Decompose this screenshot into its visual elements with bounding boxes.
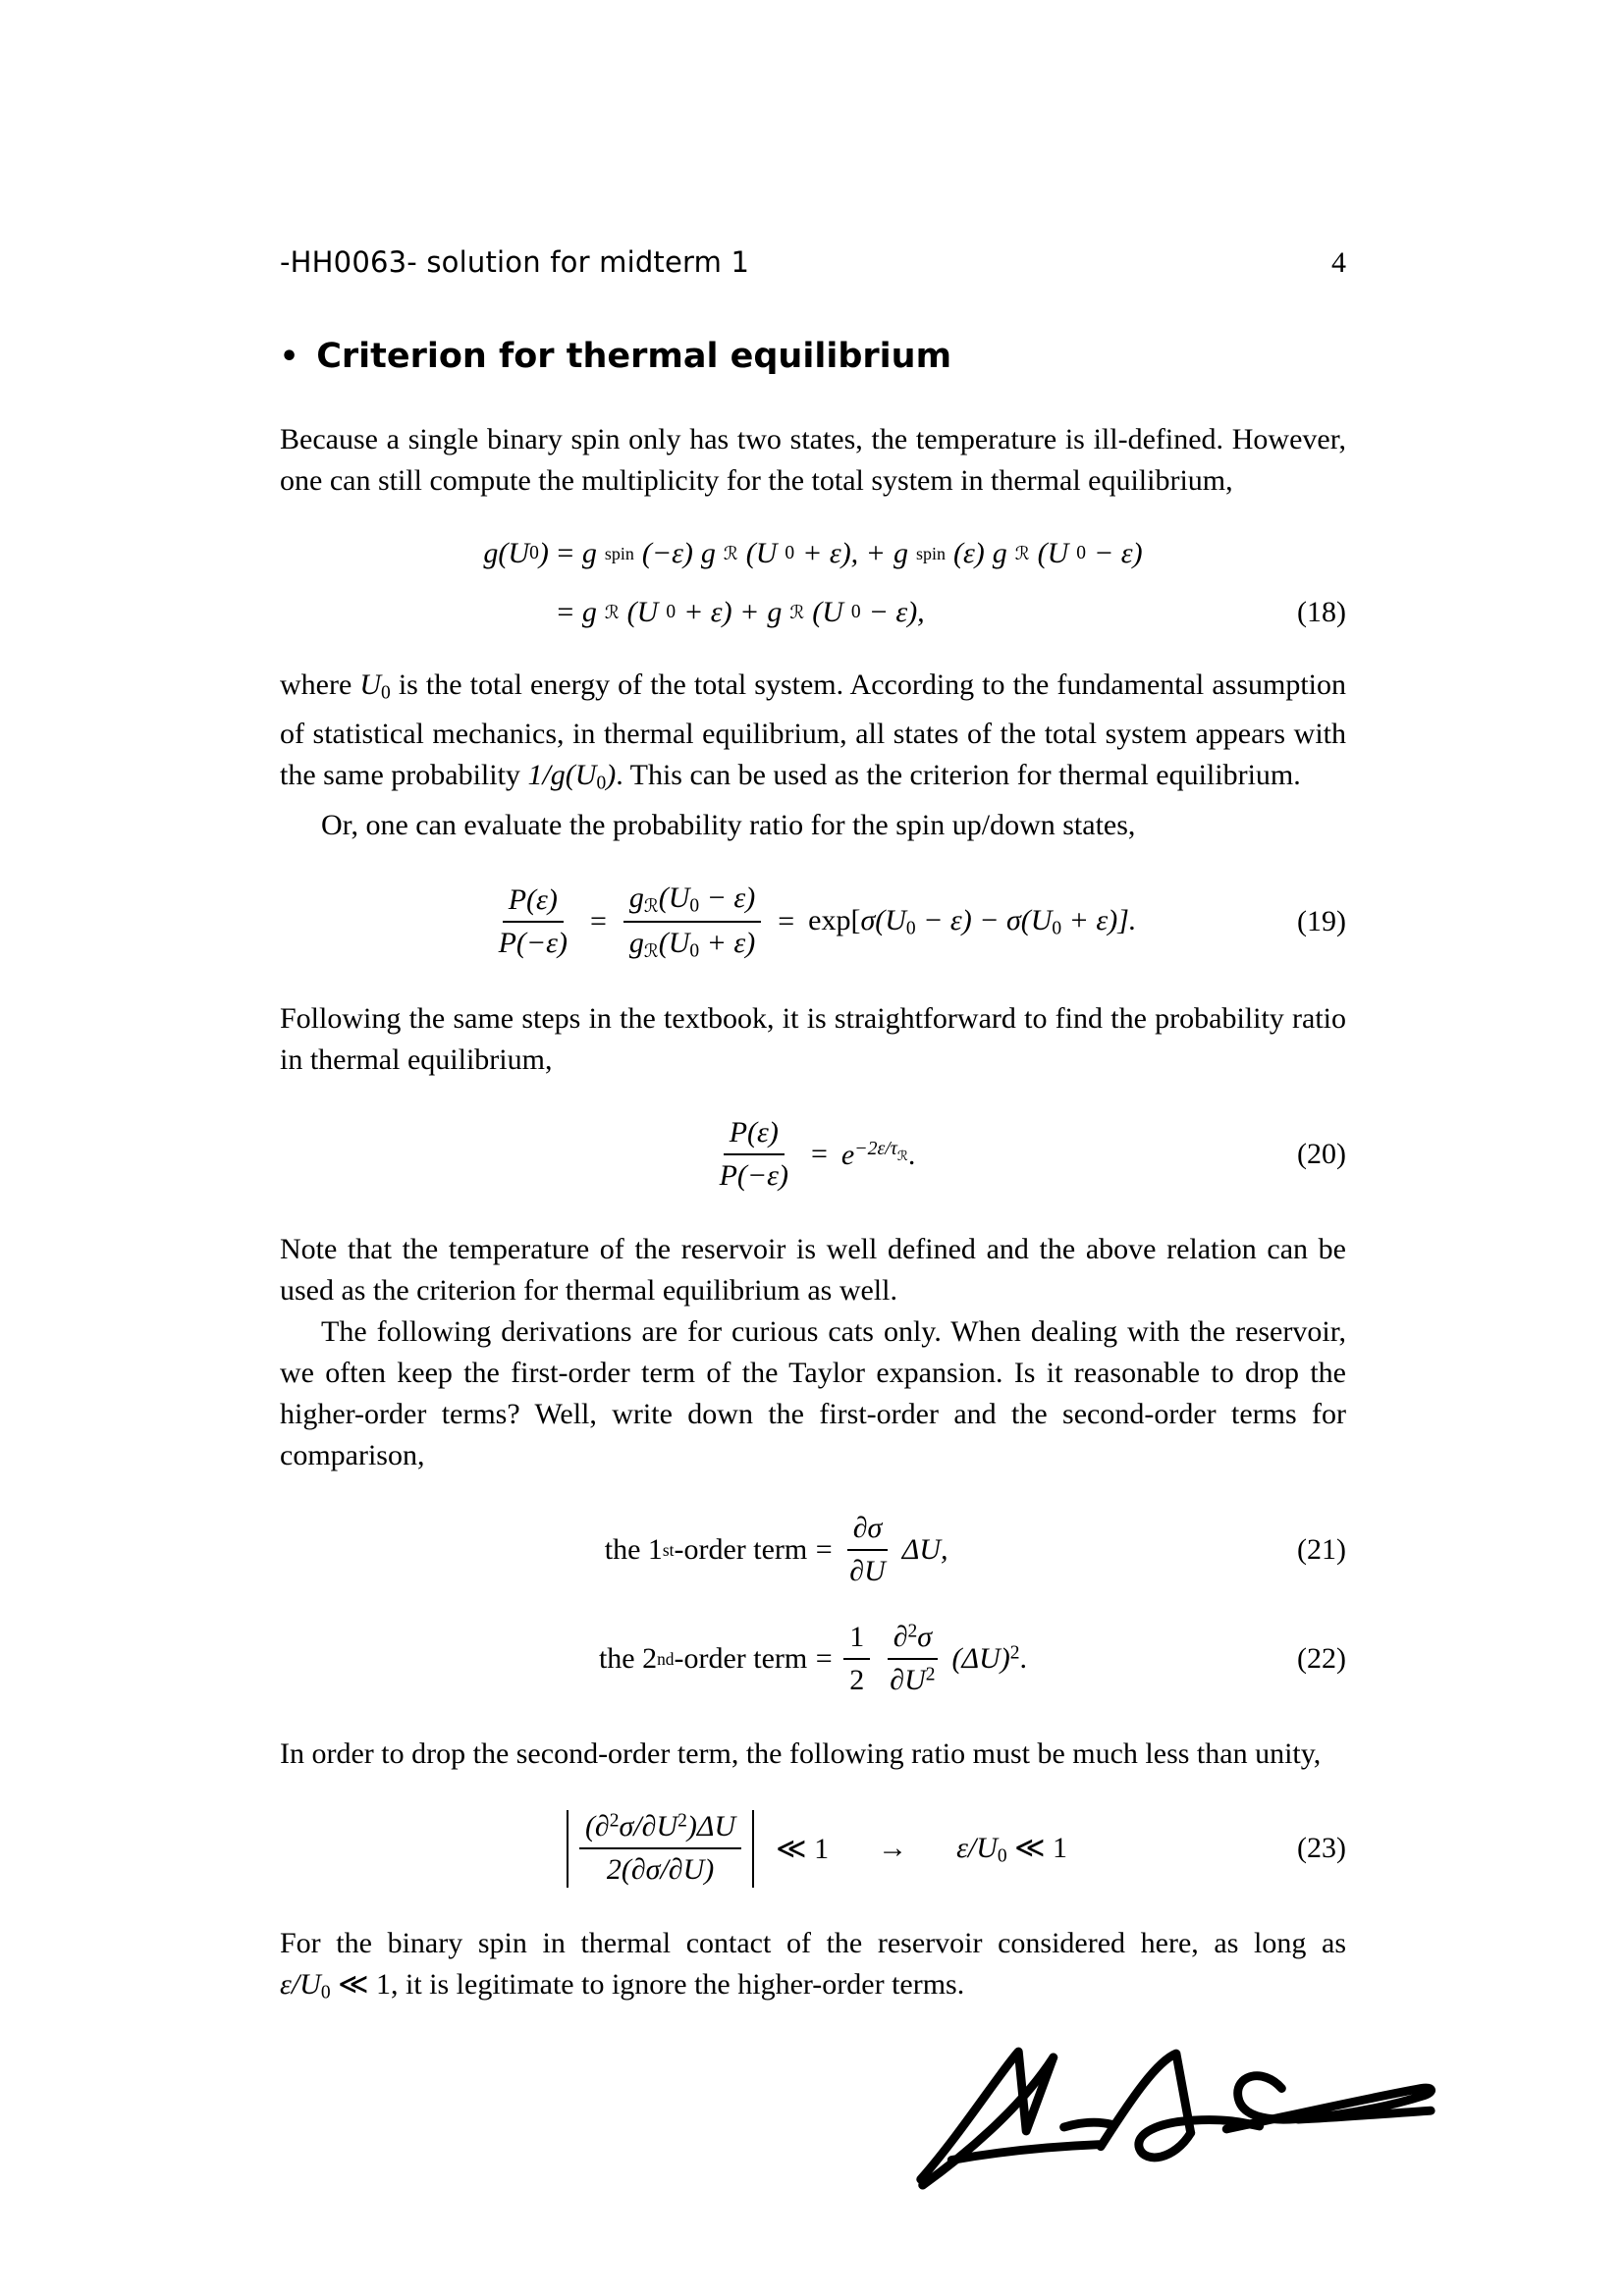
eq23-label: (23) — [1297, 1832, 1346, 1865]
eq19-body — [490, 881, 1137, 963]
page-content — [280, 245, 1346, 2013]
eq22-f2-numerator: ∂$^2$σ — [888, 1621, 938, 1661]
eq19-label: (19) — [1297, 905, 1346, 938]
signature-icon — [901, 2030, 1443, 2218]
eq23-much-less: ≪ 1 — [776, 1832, 830, 1865]
eq20-equals: = — [810, 1138, 828, 1171]
eq23-rhs: ε/U0 ≪ 1 — [956, 1831, 1068, 1867]
abs-bar-right — [752, 1810, 754, 1888]
equation-18 — [280, 537, 1346, 629]
eq18-equals-1: = — [557, 537, 574, 569]
eq20-rhs: $e^{-2\varepsilon/\tau}ℛ$. — [840, 1138, 916, 1171]
paragraph-4: Following the same steps in the textbook, it is straightforward to find the probability ratio in thermal equilibrium, — [280, 1001, 1346, 1076]
inline-math-eps-ratio: ε/U0 ≪ 1 — [280, 1967, 391, 2003]
eq20-fraction — [714, 1116, 794, 1194]
eq20-body — [711, 1116, 916, 1194]
p2-text-a: where — [280, 668, 360, 701]
eq21-numerator: ∂σ — [847, 1512, 889, 1552]
eq22-fraction-half — [843, 1621, 870, 1698]
eq22-label: (22) — [1297, 1642, 1346, 1676]
arrow-icon: → — [878, 1832, 908, 1865]
paragraph-8 — [280, 1923, 1346, 2013]
eq19-f1-numerator: P(ε) — [503, 883, 564, 924]
signature-stroke — [1226, 2088, 1431, 2129]
eq19-equals-1: = — [589, 905, 607, 938]
eq19-fraction-1 — [493, 883, 573, 961]
eq23-fraction — [579, 1810, 741, 1888]
eq22-f1-numerator: 1 — [843, 1621, 870, 1661]
eq19-f2-denominator: gℛ(U0 + ε) — [628, 927, 756, 963]
eq19-fraction-2 — [623, 881, 761, 963]
p2-text-b: is the total energy of the total system. According to the fundamental assumption of statistical mechanics, in thermal equilibrium, all states of the total system appears with the same probability — [280, 668, 1346, 792]
page-header — [280, 245, 1346, 280]
signature-stroke — [1064, 2122, 1114, 2127]
eq18-label: (18) — [1297, 596, 1346, 628]
paragraph-7: In order to drop the second-order term, the following ratio must be much less than unity, — [280, 1736, 1322, 1770]
paragraph-3: Or, one can evaluate the probability ratio for the spin up/down states, — [321, 808, 1136, 841]
eq23-body — [559, 1810, 1067, 1888]
eq22-equals: = — [815, 1642, 833, 1676]
paragraph-5: Note that the temperature of the reservoir is well defined and the above relation can be used as the criterion for thermal equilibrium as well. — [280, 1232, 1346, 1307]
eq23-abs-value-group — [559, 1810, 762, 1888]
page-number: 4 — [1331, 246, 1346, 279]
paragraph-6: The following derivations are for curious cats only. When dealing with the reservoir, we often keep the first-order term of the Taylor expansion. Is it reasonable to drop the higher-order terms? Well, write down the first-order and the second-order terms for comparison, — [280, 1314, 1346, 1471]
eq18-rhs-line2: g ℛ (U 0 + ε) + g ℛ (U 0 − ε), — [581, 596, 925, 628]
signature-stroke — [921, 2052, 1054, 2179]
eq21-label: (21) — [1297, 1533, 1346, 1567]
eq22-fraction-deriv — [884, 1621, 941, 1698]
bullet-icon: • — [280, 339, 299, 374]
eq22-tail: $(\Delta U)^2$. — [951, 1642, 1028, 1676]
section-heading — [280, 337, 1346, 376]
inline-math-u0: U0 — [359, 668, 391, 704]
eq22-rhs — [840, 1621, 1027, 1698]
eq21-fraction — [843, 1512, 892, 1589]
equation-23 — [280, 1810, 1346, 1888]
p8-text-a: For the binary spin in thermal contact of the reservoir considered here, as long as — [280, 1926, 1346, 1959]
eq18-rhs-line1: g spin (−ε) g ℛ (U 0 + ε), + g spin (ε) g ℛ (U 0 − ε) — [581, 537, 1143, 569]
p2-text-c: . This can be used as the criterion for thermal equilibrium. — [616, 759, 1301, 792]
p8-text-c: , it is legitimate to ignore the higher-order terms. — [390, 1967, 965, 2001]
inline-math-probability: 1/g(U0) — [527, 759, 617, 794]
eq19-f2-numerator: gℛ(U0 − ε) — [623, 881, 761, 924]
eq21-equals: = — [815, 1533, 833, 1567]
eq18-lhs: g(U 0 ) — [483, 537, 549, 569]
eq18-equals-2: = — [557, 596, 574, 628]
eq21-denominator: ∂U — [849, 1555, 886, 1588]
eq20-label: (20) — [1297, 1138, 1346, 1171]
eq19-rhs: exp[σ(U0 − ε) − σ(U0 + ε)]. — [808, 904, 1137, 939]
section-title: Criterion for thermal equilibrium — [316, 337, 952, 376]
paragraph-2 — [280, 665, 1346, 805]
equations-21-22 — [280, 1512, 1346, 1698]
eq21-rhs — [840, 1512, 947, 1589]
eq23-numerator: $(\partial^2\sigma/\partial U^2)\Delta U$ — [579, 1810, 741, 1850]
equation-19 — [280, 881, 1346, 963]
equation-20 — [280, 1116, 1346, 1194]
abs-bar-left — [567, 1810, 568, 1888]
eq21-tail: ΔU, — [901, 1533, 948, 1567]
eq22-f1-denominator: 2 — [849, 1664, 865, 1697]
paragraph-1: Because a single binary spin only has two states, the temperature is ill-defined. However, one can still compute the multiplicity for the total system in thermal equilibrium, — [280, 423, 1346, 497]
eq22-f2-denominator: $\partial U^2$ — [890, 1664, 936, 1697]
eq20-denominator: P(−ε) — [719, 1159, 788, 1193]
eq19-equals-2: = — [778, 905, 795, 938]
eq22-lhs: the 2 nd -order term — [598, 1642, 808, 1676]
running-title: -HH0063- solution for midterm 1 — [280, 245, 750, 279]
eq19-f1-denominator: P(−ε) — [498, 927, 568, 960]
eq20-numerator: P(ε) — [724, 1116, 785, 1156]
eq23-denominator: 2(∂σ/∂U) — [606, 1853, 715, 1887]
eq21-lhs: the 1 st -order term — [604, 1533, 808, 1567]
